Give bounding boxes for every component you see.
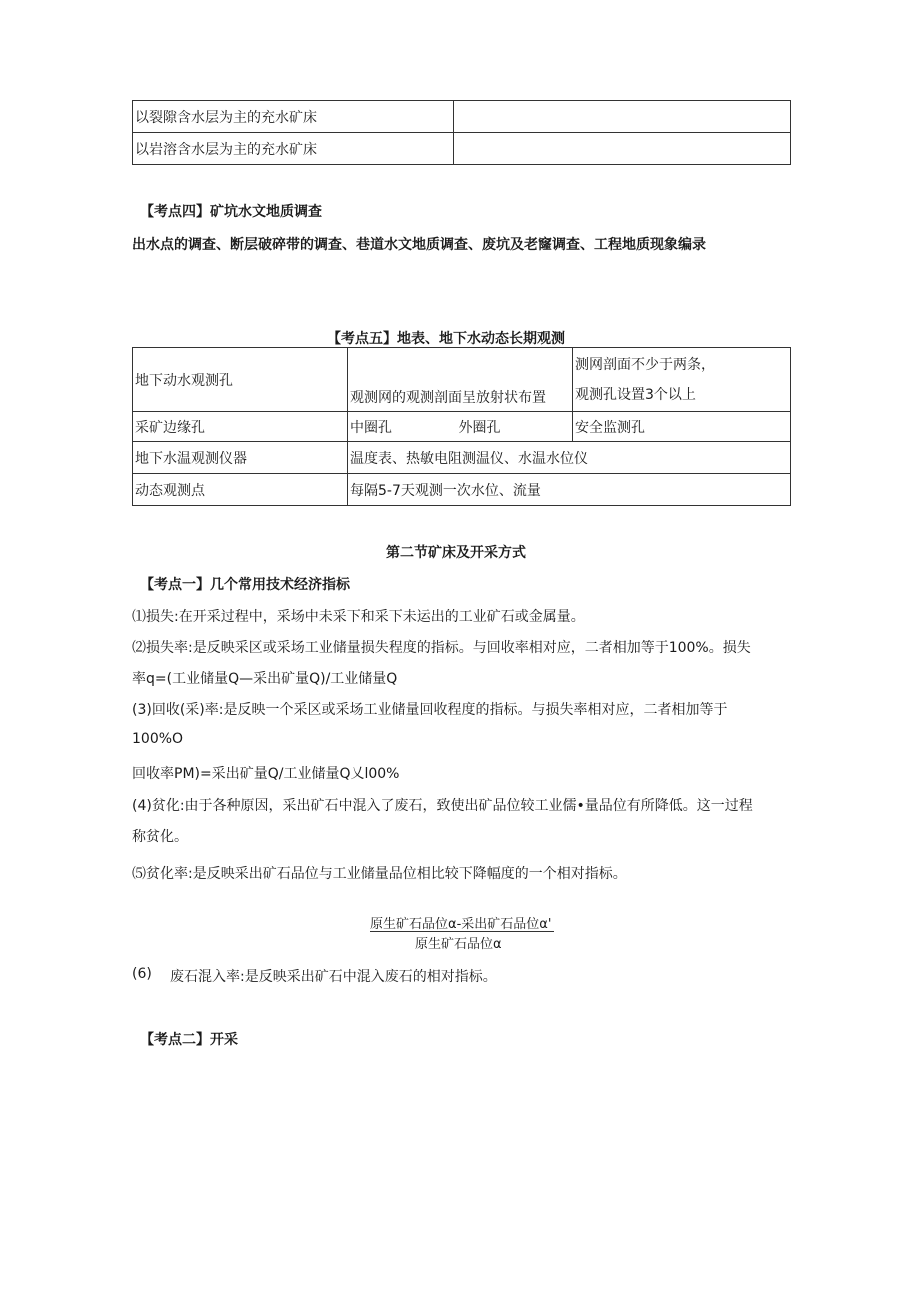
table-row (133, 348, 791, 412)
table-cell: 地下水温观测仪器 (133, 442, 348, 474)
table-row (133, 474, 791, 506)
cell-text: 地下动水观测孔 (135, 372, 233, 389)
table-cell: 安全监测孔 (573, 412, 791, 442)
table-row (133, 101, 791, 133)
table-cell (454, 133, 791, 165)
table-cell: 温度表、热敏电阻测温仪、水温水位仪 (348, 442, 791, 474)
cell-text: 观测孔设置3个以上 (575, 386, 696, 403)
table-cell: 采矿边缘孔 (133, 412, 348, 442)
kp4-body: 出水点的调查、断层破碎带的调查、巷道水文地质调查、废坑及老窿调查、工程地质现象编录 (132, 237, 706, 253)
cell-text: 中圈孔 (350, 419, 392, 436)
table-cell (573, 348, 791, 412)
paragraph: 率q=(工业储量Q—采出矿量Q)/工业储量Q (132, 671, 398, 687)
table-monitoring (132, 347, 791, 506)
table-cell (454, 101, 791, 133)
table-cell: 动态观测点 (133, 474, 348, 506)
table-cell: 以裂隙含水层为主的充水矿床 (133, 101, 454, 133)
cell-text: 外圈孔 (458, 419, 501, 436)
kp1-heading: 【考点一】几个常用技术经济指标 (140, 577, 350, 593)
paragraph: 回收率PM)=采出矿量Q/工业储量Q乂l00% (132, 766, 400, 782)
kp2-heading: 【考点二】开采 (140, 1032, 238, 1048)
paragraph: ⑸贫化率:是反映采出矿石品位与工业储量品位相比较下降幅度的一个相对指标。 (132, 866, 627, 882)
table-cell: 每隔5-7天观测一次水位、流量 (348, 474, 791, 506)
table-cell (348, 412, 573, 442)
table-filling-type (132, 100, 791, 165)
paragraph-number: (6) (132, 966, 152, 982)
paragraph: 废石混入率:是反映采出矿石中混入废石的相对指标。 (170, 969, 497, 985)
table2-caption: 【考点五】地表、地下水动态长期观测 (327, 331, 565, 347)
cell-text: 测网剖面不少于两条， (575, 356, 715, 373)
kp4-heading: 【考点四】矿坑水文地质调查 (140, 204, 322, 220)
formula-denominator: 原生矿石品位α (415, 937, 502, 952)
paragraph: ⑴损失:在开采过程中，采场中未采下和采下未运出的工业矿石或金属量。 (132, 609, 585, 625)
table-row (133, 412, 791, 442)
table-row (133, 133, 791, 165)
table-row (133, 442, 791, 474)
formula-numerator: 原生矿石品位α-采出矿石品位α' (370, 917, 552, 932)
table-cell (133, 348, 348, 412)
table-cell (348, 348, 573, 412)
paragraph: 称贫化。 (132, 829, 188, 845)
formula-fraction-line (370, 931, 554, 932)
paragraph: (3)回收(采)率:是反映一个采区或采场工业储量回收程度的指标。与损失率相对应，二者相加等于 (132, 702, 728, 718)
section-title: 第二节矿床及开采方式 (386, 545, 526, 561)
paragraph: (4)贫化:由于各种原因，采出矿石中混入了废石，致使出矿品位较工业儒•量品位有所降低。这一过程 (132, 798, 753, 814)
paragraph: ⑵损失率:是反映采区或采场工业储量损失程度的指标。与回收率相对应，二者相加等于100%。损失 (132, 640, 751, 656)
cell-text: 观测网的观测剖面呈放射状布置 (350, 390, 546, 406)
paragraph: 100%O (132, 731, 184, 747)
table-cell: 以岩溶含水层为主的充水矿床 (133, 133, 454, 165)
